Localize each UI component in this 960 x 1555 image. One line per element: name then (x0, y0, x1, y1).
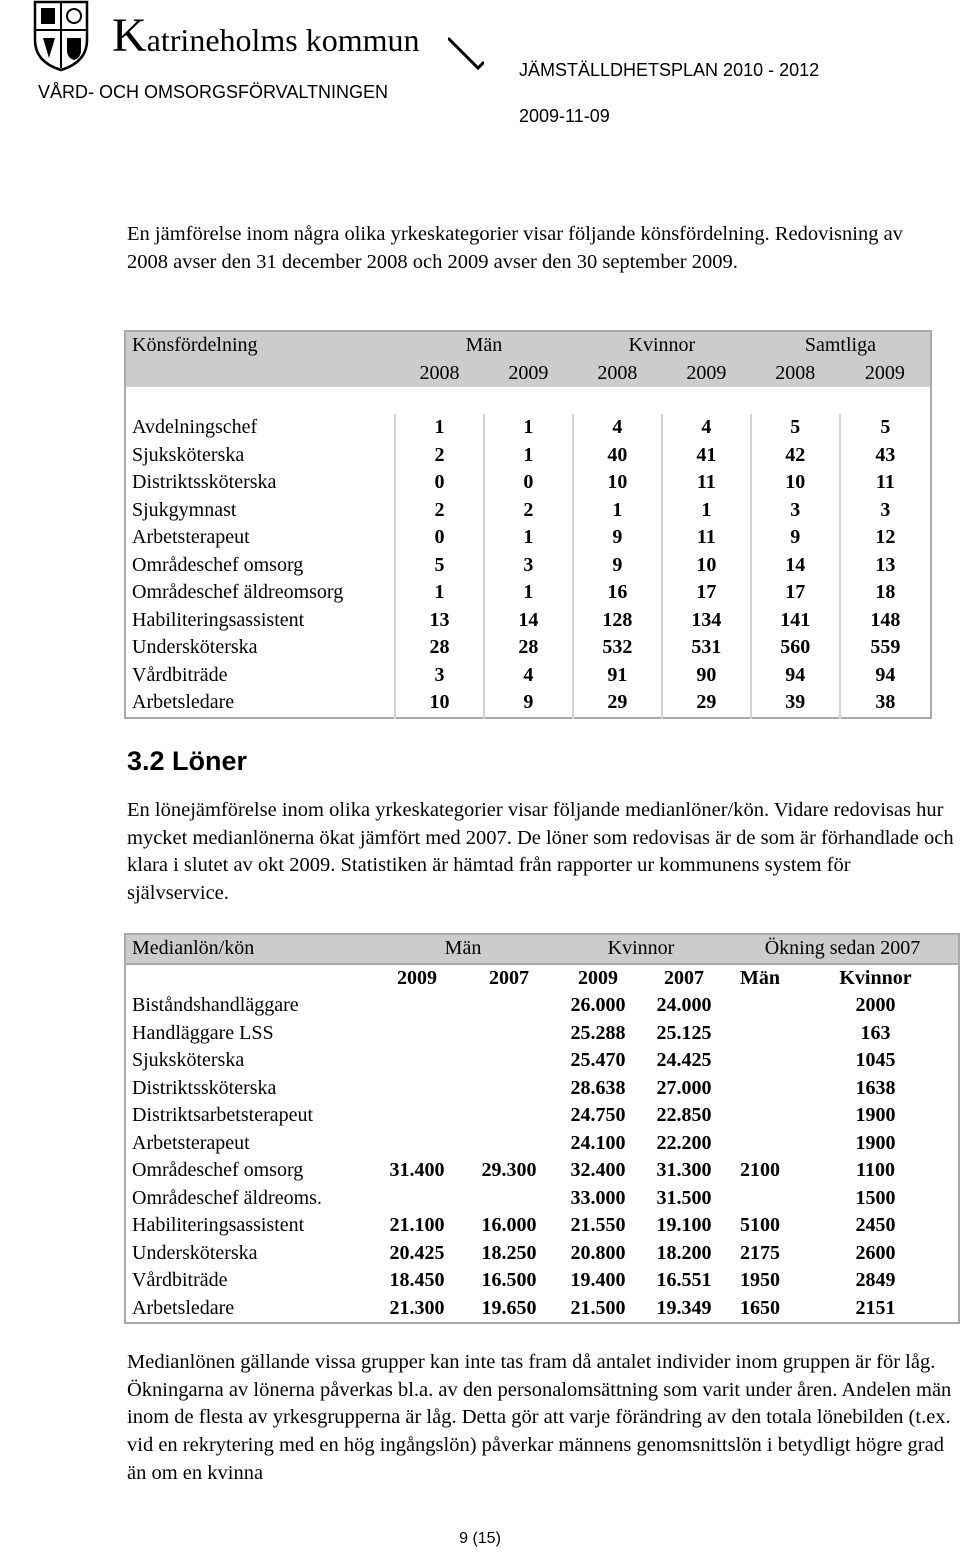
value-cell: 21.550 (570, 1214, 626, 1236)
median-salary-table (124, 933, 960, 1324)
department-name: VÅRD- OCH OMSORGSFÖRVALTNINGEN (38, 82, 389, 102)
value-cell: 9 (573, 524, 662, 552)
value-cell: 26.000 (570, 994, 626, 1016)
row-label: Vårdbiträde (132, 663, 228, 686)
plan-title: JÄMSTÄLLDHETSPLAN 2010 - 2012 (519, 60, 820, 80)
value-cell: 28 (395, 634, 484, 662)
value-cell: 11 (840, 469, 931, 497)
group-header-men: Män (371, 934, 555, 964)
value-cell (371, 1102, 463, 1130)
value-cell: 3 (751, 497, 840, 525)
value-cell: 532 (573, 634, 662, 662)
year-header: 2009 (484, 360, 573, 388)
table-row (125, 1075, 959, 1103)
value-cell: 2600 (855, 1241, 896, 1264)
table-row (125, 1240, 959, 1268)
value-cell: 16.500 (481, 1269, 537, 1291)
value-cell: 4 (662, 414, 751, 442)
value-cell: 21.300 (389, 1296, 445, 1319)
value-cell (727, 1185, 793, 1213)
year-header: 2009 (840, 360, 931, 388)
value-cell (463, 1185, 555, 1213)
value-cell: 17 (662, 579, 751, 607)
value-cell: 2849 (855, 1269, 896, 1291)
subheader-cell: 2009 (578, 966, 618, 989)
value-cell: 25.288 (570, 1021, 626, 1044)
page-number: 9 (15) (459, 1530, 501, 1547)
value-cell (727, 1130, 793, 1158)
value-cell: 2175 (740, 1241, 780, 1264)
value-cell (463, 1130, 555, 1158)
subheader-cell: Kvinnor (839, 966, 912, 989)
value-cell: 29 (662, 689, 751, 718)
value-cell: 1900 (855, 1131, 896, 1154)
value-cell: 1 (395, 414, 484, 442)
value-cell: 24.750 (570, 1104, 626, 1126)
row-label: Sjuksköterska (132, 1049, 245, 1071)
value-cell (371, 1020, 463, 1048)
value-cell: 42 (751, 442, 840, 470)
table-header-row (125, 331, 931, 360)
value-cell: 0 (484, 469, 573, 497)
value-cell (463, 1047, 555, 1075)
table-row (125, 1047, 959, 1075)
value-cell: 27.000 (656, 1076, 712, 1099)
value-cell: 0 (395, 469, 484, 497)
row-label: Områdeschef omsorg (132, 1159, 304, 1181)
value-cell: 19.400 (570, 1269, 626, 1291)
org-name-rest: atrineholms kommun (146, 22, 420, 58)
value-cell: 10 (662, 552, 751, 580)
value-cell: 20.800 (570, 1241, 626, 1264)
value-cell (727, 1075, 793, 1103)
org-name (112, 8, 420, 63)
value-cell: 31.400 (389, 1159, 445, 1181)
value-cell: 21.500 (570, 1296, 626, 1319)
table-row (125, 497, 931, 525)
group-header-women: Kvinnor (573, 331, 751, 360)
row-label: Arbetsledare (132, 691, 235, 713)
table-header-label: Medianlön/kön (125, 934, 371, 964)
value-cell: 24.100 (570, 1131, 626, 1154)
value-cell: 14 (484, 607, 573, 635)
value-cell: 11 (662, 524, 751, 552)
value-cell: 14 (751, 552, 840, 580)
value-cell: 4 (484, 662, 573, 690)
table-row (125, 992, 959, 1020)
value-cell: 19.650 (481, 1296, 537, 1319)
value-cell: 11 (662, 469, 751, 497)
row-label: Habiliteringsassistent (132, 1214, 305, 1236)
table-row (125, 552, 931, 580)
row-label: Biståndshandläggare (132, 994, 299, 1016)
table-row (125, 1295, 959, 1324)
row-label: Distriktssköterska (132, 1076, 277, 1099)
table-header-row (125, 934, 959, 964)
value-cell: 2450 (855, 1214, 896, 1236)
value-cell: 19.349 (656, 1296, 712, 1319)
value-cell: 3 (395, 662, 484, 690)
logo-slash-icon (448, 36, 484, 70)
table-row (125, 524, 931, 552)
value-cell (371, 1130, 463, 1158)
value-cell (371, 1185, 463, 1213)
value-cell (371, 992, 463, 1020)
table-row (125, 1157, 959, 1185)
value-cell: 91 (573, 662, 662, 690)
row-label: Områdeschef omsorg (132, 553, 304, 576)
table-year-row (125, 360, 931, 388)
value-cell: 18.250 (481, 1241, 537, 1264)
value-cell: 18.200 (656, 1241, 712, 1264)
value-cell: 1650 (740, 1296, 780, 1319)
value-cell: 531 (662, 634, 751, 662)
row-label: Distriktssköterska (132, 471, 277, 493)
row-label: Distriktsarbetsterapeut (132, 1104, 314, 1126)
value-cell: 29 (573, 689, 662, 718)
value-cell: 16 (573, 579, 662, 607)
value-cell (463, 992, 555, 1020)
document-header (0, 0, 960, 140)
value-cell: 1 (484, 414, 573, 442)
table-spacer-row (125, 387, 931, 414)
value-cell: 21.100 (389, 1214, 445, 1236)
group-header-men: Män (395, 331, 573, 360)
value-cell: 43 (840, 442, 931, 470)
value-cell: 24.000 (656, 994, 712, 1016)
value-cell: 2 (484, 497, 573, 525)
value-cell (727, 1102, 793, 1130)
value-cell: 25.125 (656, 1021, 712, 1044)
value-cell: 1045 (855, 1049, 896, 1071)
value-cell: 9 (573, 552, 662, 580)
value-cell: 1638 (855, 1076, 896, 1099)
value-cell: 1 (484, 442, 573, 470)
value-cell: 39 (751, 689, 840, 718)
value-cell (463, 1075, 555, 1103)
value-cell: 16.551 (656, 1269, 712, 1291)
row-label: Arbetsterapeut (132, 1131, 250, 1154)
value-cell (727, 1020, 793, 1048)
value-cell (727, 1047, 793, 1075)
value-cell: 38 (840, 689, 931, 718)
value-cell: 134 (662, 607, 751, 635)
value-cell: 2100 (740, 1159, 780, 1181)
table-row (125, 607, 931, 635)
value-cell: 9 (484, 689, 573, 718)
value-cell: 5 (751, 414, 840, 442)
table-row (125, 1102, 959, 1130)
row-label: Sjuksköterska (132, 443, 245, 466)
subheader-empty (125, 964, 371, 993)
value-cell: 1500 (855, 1186, 896, 1209)
value-cell: 94 (751, 662, 840, 690)
value-cell: 5 (840, 414, 931, 442)
value-cell: 1 (573, 497, 662, 525)
value-cell: 28 (484, 634, 573, 662)
value-cell: 20.425 (389, 1241, 445, 1264)
value-cell: 13 (840, 552, 931, 580)
value-cell: 163 (860, 1021, 891, 1044)
salary-paragraph: En lönejämförelse inom olika yrkeskategorier visar följande medianlöner/kön. Vidare redovisas hur mycket medianlönerna ökat jämfört med 2007. De löner som redovisas är de som är förhandlade och klara i slutet av okt 2009. Statistiken är hämtad från rapporter ur kommunens system för självservice. (127, 799, 954, 905)
value-cell: 22.200 (656, 1131, 712, 1154)
table-row (125, 1130, 959, 1158)
value-cell: 18 (840, 579, 931, 607)
table-row (125, 1020, 959, 1048)
subheader-cell: 2007 (489, 966, 529, 989)
value-cell: 128 (573, 607, 662, 635)
spacer-cell (125, 387, 931, 414)
value-cell: 19.100 (656, 1214, 712, 1236)
value-cell: 1 (662, 497, 751, 525)
year-header: 2008 (395, 360, 484, 388)
value-cell: 2 (395, 442, 484, 470)
value-cell: 29.300 (481, 1159, 537, 1181)
table-row (125, 662, 931, 690)
row-label: Arbetsterapeut (132, 526, 250, 548)
value-cell: 1 (395, 579, 484, 607)
table-row (125, 634, 931, 662)
subheader-cell: Män (740, 966, 780, 989)
value-cell: 5 (395, 552, 484, 580)
value-cell: 2 (395, 497, 484, 525)
row-label: Handläggare LSS (132, 1021, 274, 1044)
year-header: 2008 (573, 360, 662, 388)
org-name-initial: K (112, 9, 147, 62)
value-cell: 559 (840, 634, 931, 662)
row-label: Undersköterska (132, 636, 258, 658)
table-row (125, 1212, 959, 1240)
value-cell: 9 (751, 524, 840, 552)
value-cell: 31.300 (656, 1159, 712, 1181)
value-cell: 28.638 (570, 1076, 626, 1099)
value-cell: 10 (573, 469, 662, 497)
value-cell: 1 (484, 579, 573, 607)
year-header: 2009 (662, 360, 751, 388)
row-label: Habiliteringsassistent (132, 608, 305, 631)
value-cell: 2000 (855, 994, 896, 1016)
table-row (125, 442, 931, 470)
value-cell: 13 (395, 607, 484, 635)
plan-date: 2009-11-09 (519, 106, 610, 126)
row-label: Områdeschef äldreomsorg (132, 581, 344, 603)
table-subheader-row (125, 964, 959, 993)
value-cell: 10 (395, 689, 484, 718)
value-cell: 1100 (856, 1159, 895, 1181)
table-row (125, 469, 931, 497)
value-cell (371, 1047, 463, 1075)
row-label: Avdelningschef (132, 416, 258, 438)
table-row (125, 414, 931, 442)
value-cell: 3 (484, 552, 573, 580)
subheader-cell: 2007 (664, 966, 704, 989)
value-cell (371, 1075, 463, 1103)
value-cell: 22.850 (656, 1104, 712, 1126)
value-cell: 1950 (740, 1269, 780, 1291)
value-cell: 560 (751, 634, 840, 662)
row-label: Undersköterska (132, 1241, 258, 1264)
value-cell: 17 (751, 579, 840, 607)
value-cell: 40 (573, 442, 662, 470)
value-cell: 24.425 (656, 1049, 712, 1071)
value-cell: 94 (840, 662, 931, 690)
section-heading: 3.2 Löner (127, 746, 248, 776)
subheader-cell: 2009 (397, 966, 437, 989)
value-cell: 18.450 (389, 1269, 445, 1291)
closing-paragraph: Medianlönen gällande vissa grupper kan inte tas fram då antalet individer inom gruppen är för låg. Ökningarna av lönerna påverkas bl.a. av den personalomsättning som varit under åren. Andelen män inom de flesta av yrkesgrupperna är låg. Detta gör att varje förändring av den totala lönebilden (t.ex. vid en rekrytering med en hög ingångslön) påverkar männens genomsnittslön i betydligt högre grad än om en kvinna (127, 1351, 952, 1484)
year-header: 2008 (751, 360, 840, 388)
value-cell: 0 (395, 524, 484, 552)
value-cell: 148 (840, 607, 931, 635)
value-cell: 31.500 (656, 1186, 712, 1209)
row-label: Sjukgymnast (132, 498, 237, 521)
intro-paragraph: En jämförelse inom några olika yrkeskategorier visar följande könsfördelning. Redovisning av 2008 avser den 31 december 2008 och 2009 avser den 30 september 2009. (127, 223, 903, 273)
table-header-label: Könsfördelning (125, 331, 395, 360)
value-cell: 141 (751, 607, 840, 635)
value-cell: 12 (840, 524, 931, 552)
value-cell: 25.470 (570, 1049, 626, 1071)
value-cell (463, 1020, 555, 1048)
crest-icon (33, 0, 89, 72)
value-cell: 3 (840, 497, 931, 525)
value-cell: 1900 (855, 1104, 896, 1126)
group-header-women: Kvinnor (555, 934, 727, 964)
value-cell: 33.000 (570, 1186, 626, 1209)
value-cell (727, 992, 793, 1020)
table-row (125, 689, 931, 718)
value-cell: 10 (751, 469, 840, 497)
value-cell (463, 1102, 555, 1130)
table-row (125, 1267, 959, 1295)
group-header-increase: Ökning sedan 2007 (727, 934, 959, 964)
row-label: Vårdbiträde (132, 1269, 228, 1291)
year-header-empty (125, 360, 395, 388)
value-cell: 90 (662, 662, 751, 690)
value-cell: 41 (662, 442, 751, 470)
row-label: Arbetsledare (132, 1296, 235, 1319)
value-cell: 1 (484, 524, 573, 552)
group-header-all: Samtliga (751, 331, 931, 360)
row-label: Områdeschef äldreoms. (132, 1186, 322, 1209)
value-cell: 2151 (855, 1296, 896, 1319)
value-cell: 16.000 (481, 1214, 537, 1236)
value-cell: 32.400 (570, 1159, 626, 1181)
table-row (125, 1185, 959, 1213)
value-cell: 4 (573, 414, 662, 442)
value-cell: 5100 (740, 1214, 780, 1236)
gender-distribution-table (124, 330, 932, 719)
table-row (125, 579, 931, 607)
